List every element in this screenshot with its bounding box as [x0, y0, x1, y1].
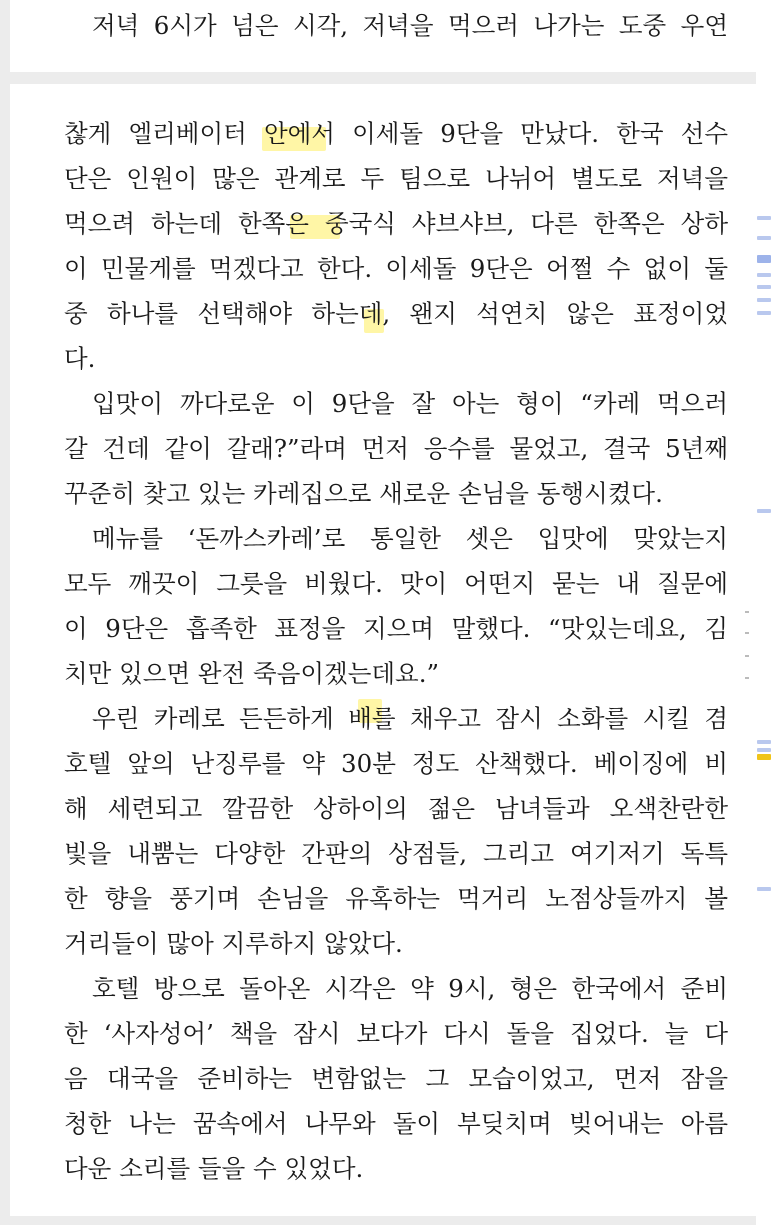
text-line: 다운 소리를 들을 수 있었다. — [64, 1154, 364, 1183]
text-line: 입맛이 까다로운 이 9단을 잘 아는 형이 “카레 먹으러 — [92, 389, 728, 418]
text-line: 호텔 앞의 난징루를 약 30분 정도 산책했다. 베이징에 비 — [64, 749, 728, 778]
text-line: 갈 건데 같이 갈래?”라며 먼저 응수를 물었고, 결국 5년째 — [64, 434, 728, 463]
book-page — [10, 84, 756, 1216]
annotation-marker[interactable] — [757, 298, 771, 302]
annotation-marker[interactable] — [757, 285, 771, 289]
scroll-rail[interactable] — [756, 0, 779, 1225]
text-line: 모두 깨끗이 그릇을 비웠다. 맛이 어떤지 묻는 내 질문에 — [64, 569, 728, 598]
text-line: 한 ‘사자성어’ 책을 잠시 보다가 다시 돌을 집었다. 늘 다 — [64, 1019, 728, 1048]
annotation-marker[interactable] — [757, 748, 771, 752]
text-line: 중 하나를 선택해야 하는데, 왠지 석연치 않은 표정이었 — [64, 299, 728, 328]
text-line: 음 대국을 준비하는 변함없는 그 모습이었고, 먼저 잠을 — [64, 1064, 728, 1093]
text-line: 호텔 방으로 돌아온 시각은 약 9시, 형은 한국에서 준비 — [92, 974, 728, 1003]
page-tick — [745, 655, 749, 657]
text-line: 청한 나는 꿈속에서 나무와 돌이 부딪치며 빚어내는 아름 — [64, 1109, 728, 1138]
annotation-marker[interactable] — [757, 273, 771, 277]
text-line: 우린 카레로 든든하게 배를 채우고 잠시 소화를 시킬 겸 — [92, 704, 728, 733]
text-line: 먹으려 하는데 한쪽은 중국식 샤브샤브, 다른 한쪽은 상하 — [64, 209, 728, 238]
text-line: 치만 있으면 완전 죽음이겠는데요.” — [64, 659, 440, 688]
text-line: 이 9단은 흡족한 표정을 지으며 말했다. “맛있는데요, 김 — [64, 614, 728, 643]
text-line: 메뉴를 ‘돈까스카레’로 통일한 셋은 입맛에 맞았는지 — [92, 524, 728, 553]
page-tick — [745, 677, 749, 679]
annotation-marker[interactable] — [757, 255, 771, 263]
text-line: 해 세련되고 깔끔한 상하이의 젊은 남녀들과 오색찬란한 — [64, 794, 728, 823]
annotation-marker[interactable] — [757, 311, 771, 315]
text-line: 한 향을 풍기며 손님을 유혹하는 먹거리 노점상들까지 볼 — [64, 884, 728, 913]
page-tick — [745, 611, 749, 613]
text-line: 꾸준히 찾고 있는 카레집으로 새로운 손님을 동행시켰다. — [64, 479, 663, 508]
text-line: 단은 인원이 많은 관계로 두 팀으로 나뉘어 별도로 저녁을 — [64, 164, 728, 193]
annotation-marker[interactable] — [757, 887, 771, 891]
text-line: 이 민물게를 먹겠다고 한다. 이세돌 9단은 어쩔 수 없이 둘 — [64, 254, 728, 283]
text-line: 빛을 내뿜는 다양한 간판의 상점들, 그리고 여기저기 독특 — [64, 839, 728, 868]
annotation-marker[interactable] — [757, 236, 771, 240]
annotation-marker[interactable] — [757, 216, 771, 220]
page-tick — [745, 632, 749, 634]
previous-page-fragment — [10, 0, 756, 72]
annotation-marker[interactable] — [757, 740, 771, 744]
text-line: 찮게 엘리베이터 안에서 이세돌 9단을 만났다. 한국 선수 — [64, 119, 728, 148]
annotation-marker[interactable] — [757, 754, 771, 760]
text-line: 다. — [64, 344, 96, 373]
annotation-marker[interactable] — [757, 509, 771, 513]
text-line: 저녁 6시가 넘은 시각, 저녁을 먹으러 나가는 도중 우연 — [92, 11, 728, 40]
text-line: 거리들이 많아 지루하지 않았다. — [64, 929, 403, 958]
